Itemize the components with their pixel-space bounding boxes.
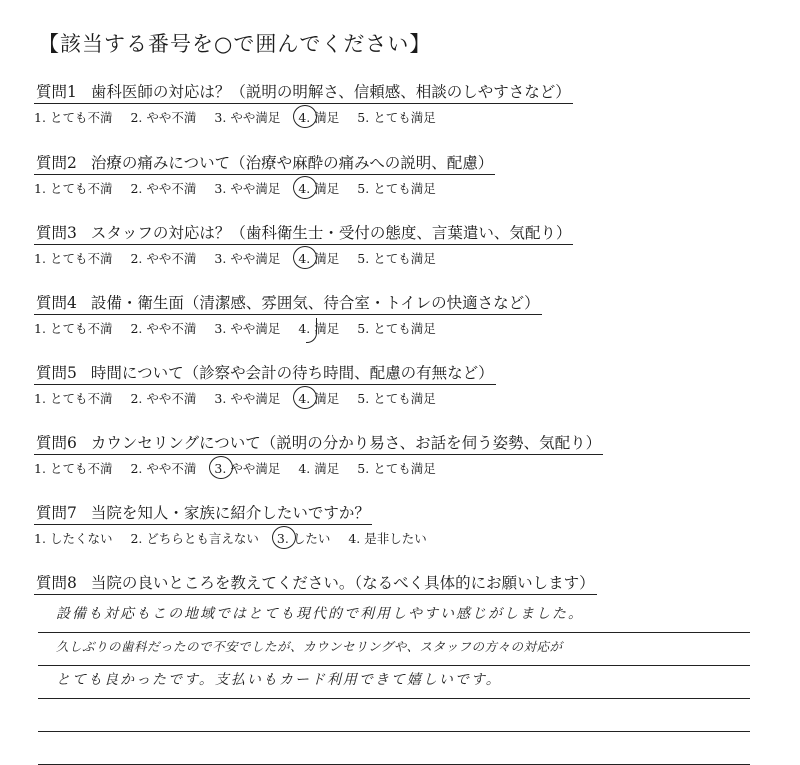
answer-options <box>34 319 754 337</box>
option-1[interactable]: 1. とても不満 <box>34 321 113 336</box>
option-3[interactable]: 3. やや満足 <box>214 110 281 125</box>
question-number: 質問4 <box>36 294 77 312</box>
option-2[interactable]: 2. どちらとも言えない <box>130 531 259 546</box>
question-text: 歯科医師の対応は？（説明の明解さ、信頼感、相談のしやすさなど） <box>90 83 571 101</box>
comment-area[interactable] <box>38 600 750 765</box>
question-2 <box>34 151 754 197</box>
option-2[interactable]: 2. やや不満 <box>130 461 197 476</box>
question-text: 当院の良いところを教えてください。（なるべく具体的にお願いします） <box>90 574 595 592</box>
option-4-circled[interactable]: 4. 満足 <box>298 181 340 196</box>
option-3-circled[interactable]: 3. したい <box>276 531 331 546</box>
comment-line[interactable] <box>38 699 750 732</box>
question-text: 時間について（診察や会計の待ち時間、配慮の有無など） <box>90 364 494 382</box>
option-3[interactable]: 3. やや満足 <box>214 391 281 406</box>
option-1[interactable]: 1. とても不満 <box>34 391 113 406</box>
option-1[interactable]: 1. とても不満 <box>34 181 113 196</box>
option-5[interactable]: 5. とても満足 <box>357 461 436 476</box>
question-heading <box>34 80 573 104</box>
question-1 <box>34 80 754 126</box>
comment-line[interactable]: 久しぶりの歯科だったので不安でしたが、カウンセリングや、スタッフの方々の対応が <box>38 633 750 666</box>
question-5 <box>34 361 754 407</box>
question-text: 当院を知人・家族に紹介したいですか？ <box>90 504 370 522</box>
comment-line[interactable] <box>38 732 750 765</box>
option-3[interactable]: 3. やや満足 <box>214 181 281 196</box>
option-2[interactable]: 2. やや不満 <box>130 251 197 266</box>
option-2[interactable]: 2. やや不満 <box>130 321 197 336</box>
question-text: カウンセリングについて（説明の分かり易さ、お話を伺う姿勢、気配り） <box>90 434 602 452</box>
question-text: スタッフの対応は？（歯科衛生士・受付の態度、言葉遣い、気配り） <box>90 224 572 242</box>
option-1[interactable]: 1. とても不満 <box>34 251 113 266</box>
option-3[interactable]: 3. やや満足 <box>214 251 281 266</box>
question-text: 設備・衛生面（清潔感、雰囲気、待合室・トイレの快適さなど） <box>90 294 540 312</box>
option-4-circled[interactable]: 4. 満足 <box>298 391 340 406</box>
answer-options <box>34 389 754 407</box>
answer-options <box>34 459 754 477</box>
question-8 <box>34 571 754 595</box>
question-6 <box>34 431 754 477</box>
question-number: 質問8 <box>36 574 77 592</box>
option-2[interactable]: 2. やや不満 <box>130 110 197 125</box>
option-3[interactable]: 3. やや満足 <box>214 321 281 336</box>
question-heading <box>34 361 496 385</box>
question-number: 質問3 <box>36 224 77 242</box>
answer-options <box>34 179 754 197</box>
page-title: 【該当する番号を○で囲んでください】 <box>38 32 432 56</box>
question-7 <box>34 501 754 547</box>
question-4 <box>34 291 754 337</box>
option-4-circled[interactable]: 4. 満足 <box>298 251 340 266</box>
option-2[interactable]: 2. やや不満 <box>130 181 197 196</box>
option-4-marked[interactable]: 4. 満足 <box>298 321 340 336</box>
option-5[interactable]: 5. とても満足 <box>357 391 436 406</box>
question-heading <box>34 501 372 525</box>
question-text: 治療の痛みについて（治療や麻酔の痛みへの説明、配慮） <box>90 154 494 172</box>
option-1[interactable]: 1. とても不満 <box>34 461 113 476</box>
answer-options <box>34 529 754 547</box>
question-number: 質問5 <box>36 364 77 382</box>
comment-line[interactable]: 設備も対応もこの地域ではとても現代的で利用しやすい感じがしました。 <box>38 600 750 633</box>
question-number: 質問2 <box>36 154 77 172</box>
question-3 <box>34 221 754 267</box>
question-number: 質問6 <box>36 434 77 452</box>
option-5[interactable]: 5. とても満足 <box>357 181 436 196</box>
option-3-circled[interactable]: 3. やや満足 <box>214 461 281 476</box>
option-1[interactable]: 1. とても不満 <box>34 110 113 125</box>
option-5[interactable]: 5. とても満足 <box>357 110 436 125</box>
answer-options <box>34 108 754 126</box>
option-1[interactable]: 1. したくない <box>34 531 113 546</box>
question-number: 質問1 <box>36 83 77 101</box>
option-5[interactable]: 5. とても満足 <box>357 321 436 336</box>
question-heading <box>34 431 603 455</box>
option-2[interactable]: 2. やや不満 <box>130 391 197 406</box>
question-heading <box>34 571 597 595</box>
comment-line[interactable]: とても良かったです。支払いもカード利用できて嬉しいです。 <box>38 666 750 699</box>
question-heading <box>34 291 542 315</box>
answer-options <box>34 249 754 267</box>
question-number: 質問7 <box>36 504 77 522</box>
option-4[interactable]: 4. 是非したい <box>348 531 427 546</box>
question-heading <box>34 221 573 245</box>
option-5[interactable]: 5. とても満足 <box>357 251 436 266</box>
question-heading <box>34 151 495 175</box>
option-4[interactable]: 4. 満足 <box>298 461 340 476</box>
option-4-circled[interactable]: 4. 満足 <box>298 110 340 125</box>
